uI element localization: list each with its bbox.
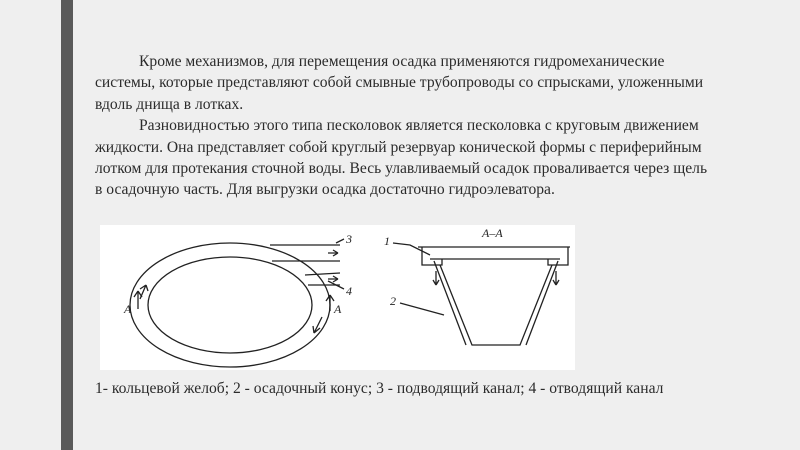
section-title: A–A xyxy=(482,226,503,240)
cone-body xyxy=(440,265,552,345)
leader-3 xyxy=(336,239,344,243)
label-3: 3 xyxy=(346,232,352,246)
trough-left xyxy=(422,247,442,265)
section-mark-left xyxy=(134,291,142,309)
sand-trap-diagram xyxy=(100,225,575,370)
section-a-right: A xyxy=(334,302,342,316)
body-text xyxy=(95,51,715,201)
section-a-left: A xyxy=(124,302,132,316)
flow-arrow-inlet xyxy=(328,250,338,256)
diagram-svg xyxy=(100,225,575,370)
figure-caption: 1- кольцевой желоб; 2 - осадочный конус; 3 - подводящий канал; 4 - отводящий канал xyxy=(95,380,664,397)
left-accent-bar xyxy=(61,0,73,450)
label-4: 4 xyxy=(346,284,352,298)
paragraph-2: Разновидностью этого типа песколовок является песколовка с круговым движением жидкости. Она представляет собой круглый резервуар конической формы с периферийным лотком для протекания сточной воды. Весь улавливаемый осадок проваливается через щель в осадочную часть. Для выгрузки осадка достаточно гидроэлеватора. xyxy=(95,117,708,199)
section-mark-right xyxy=(326,295,334,311)
leader-2 xyxy=(400,303,444,315)
paragraph-1: Кроме механизмов, для перемещения осадка применяются гидромеханические системы, которые представляют собой смывные трубопроводы со спрысками, уложенными вдоль днища в лотках. xyxy=(95,53,704,113)
leader-1 xyxy=(393,243,430,255)
label-2: 2 xyxy=(390,294,396,308)
ring-inner xyxy=(148,257,312,353)
cone-inner-right xyxy=(526,261,558,345)
cone-inner-left xyxy=(434,261,466,345)
label-1: 1 xyxy=(384,234,390,248)
